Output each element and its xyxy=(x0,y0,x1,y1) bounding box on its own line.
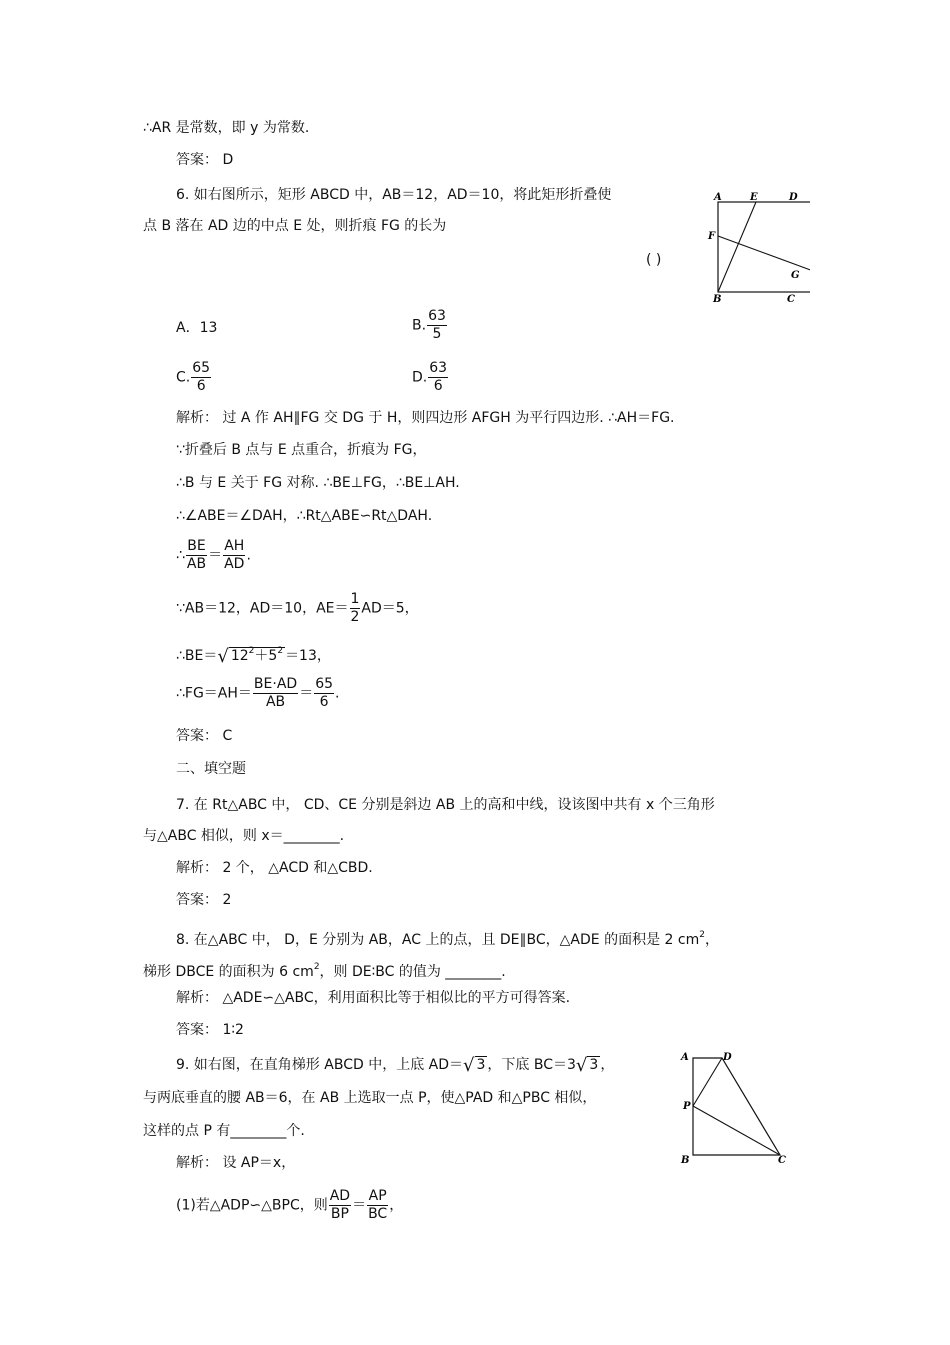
solution-6-ae: ∵AB＝12，AD＝10，AE＝ $\frac{1}{2}$ AD＝5， xyxy=(176,591,419,625)
solution-6-fg: ∴FG＝AH＝ $\frac{BE\cdot AD}{AB}$ ＝ $\frac{65}{6}$ . xyxy=(176,676,340,710)
label-c: C xyxy=(787,294,795,305)
segment-pd xyxy=(693,1058,722,1106)
label-d: D xyxy=(789,192,798,203)
option-b-fraction: $\frac{63}{5}$ xyxy=(428,308,446,342)
section-fill-in: 二、填空题 xyxy=(176,761,246,777)
label-p: P xyxy=(683,1101,691,1112)
option-c: C. $\frac{65}{6}$ xyxy=(176,360,211,394)
solution-8: 解析： △ADE∽△ABC，利用面积比等于相似比的平方可得答案. xyxy=(176,990,571,1006)
line-conclusion: ∴AR 是常数，即 y 为常数. xyxy=(143,120,310,136)
solution-7: 解析： 2 个， △ACD 和△CBD. xyxy=(176,860,373,876)
answer-6: 答案： C xyxy=(176,728,233,744)
question-7-line1: 7. 在 Rt△ABC 中， CD、CE 分别是斜边 AB 上的高和中线，设该图中共有 x 个三角形 xyxy=(176,797,715,813)
option-c-fraction: $\frac{65}{6}$ xyxy=(192,360,211,394)
label-e: E xyxy=(750,192,758,203)
option-b: B. $\frac{63}{5}$ xyxy=(412,308,446,342)
label-d: D xyxy=(723,1052,732,1063)
trapezoid-abcd xyxy=(693,1058,780,1155)
question-6-line1: 6. 如右图所示，矩形 ABCD 中，AB＝12，AD＝10，将此矩形折叠使 xyxy=(176,187,612,203)
question-9-line2: 与两底垂直的腰 AB＝6，在 AB 上选取一点 P，使△PAD 和△PBC 相似， xyxy=(143,1090,597,1106)
solution-9-case1: (1)若△ADP∽△BPC，则 $\frac{AD}{BP}$ ＝ $\frac{AP}{BC}$ ， xyxy=(176,1188,404,1222)
label-c: C xyxy=(778,1155,786,1166)
label-a: A xyxy=(714,192,722,203)
question-7-line2: 与△ABC 相似，则 x＝________. xyxy=(143,828,345,844)
solution-6-line3: ∴B 与 E 关于 FG 对称. ∴BE⊥FG，∴BE⊥AH. xyxy=(176,475,460,491)
option-d-fraction: $\frac{63}{6}$ xyxy=(429,360,448,394)
label-f: F xyxy=(708,231,716,242)
solution-6-line4: ∴∠ABE＝∠DAH，∴Rt△ABE∽Rt△DAH. xyxy=(176,508,433,524)
figure-6-rectangle xyxy=(700,190,810,305)
option-a: A．13 xyxy=(176,320,218,336)
label-b: B xyxy=(681,1155,690,1166)
label-b: B xyxy=(713,294,722,305)
question-9-line3: 这样的点 P 有________个. xyxy=(143,1123,305,1139)
segment-be xyxy=(718,202,756,292)
question-6-paren: ( ) xyxy=(646,252,662,268)
figure-9-trapezoid xyxy=(676,1045,796,1170)
question-8-line2: 梯形 DBCE 的面积为 6 $cm^2$，则 DE∶BC 的值为 ________. xyxy=(143,962,506,980)
label-g: G xyxy=(791,270,800,281)
answer-8: 答案： 1∶2 xyxy=(176,1022,244,1038)
segment-fg xyxy=(718,236,810,272)
label-a: A xyxy=(681,1052,689,1063)
solution-6-be: ∴BE＝√ $12^2+5^2 =13$， xyxy=(176,646,331,667)
solution-6-line1: 解析： 过 A 作 AH∥FG 交 DG 于 H，则四边形 AFGH 为平行四边形. ∴AH＝FG. xyxy=(176,410,675,426)
answer-5: 答案： D xyxy=(176,152,234,168)
question-8-line1: 8. 在△ABC 中， D，E 分别为 AB，AC 上的点，且 DE∥BC，△ADE 的面积是 2 $cm^2$， xyxy=(176,930,719,948)
option-d: D. $\frac{63}{6}$ xyxy=(412,360,448,394)
solution-6-line2: ∵折叠后 B 点与 E 点重合，折痕为 FG， xyxy=(176,442,427,458)
answer-7: 答案： 2 xyxy=(176,892,232,908)
solution-9: 解析： 设 AP＝x， xyxy=(176,1155,296,1171)
question-9-line1: 9. 如右图，在直角梯形 ABCD 中，上底 AD＝√ 3 ，下底 BC＝3√ 3 ， xyxy=(176,1055,615,1076)
solution-6-ratio: ∴ $\frac{BE}{AB}$ ＝ $\frac{AH}{AD}$ . xyxy=(176,538,251,572)
segment-pc xyxy=(693,1106,780,1155)
question-6-line2: 点 B 落在 AD 边的中点 E 处，则折痕 FG 的长为 xyxy=(143,218,447,234)
